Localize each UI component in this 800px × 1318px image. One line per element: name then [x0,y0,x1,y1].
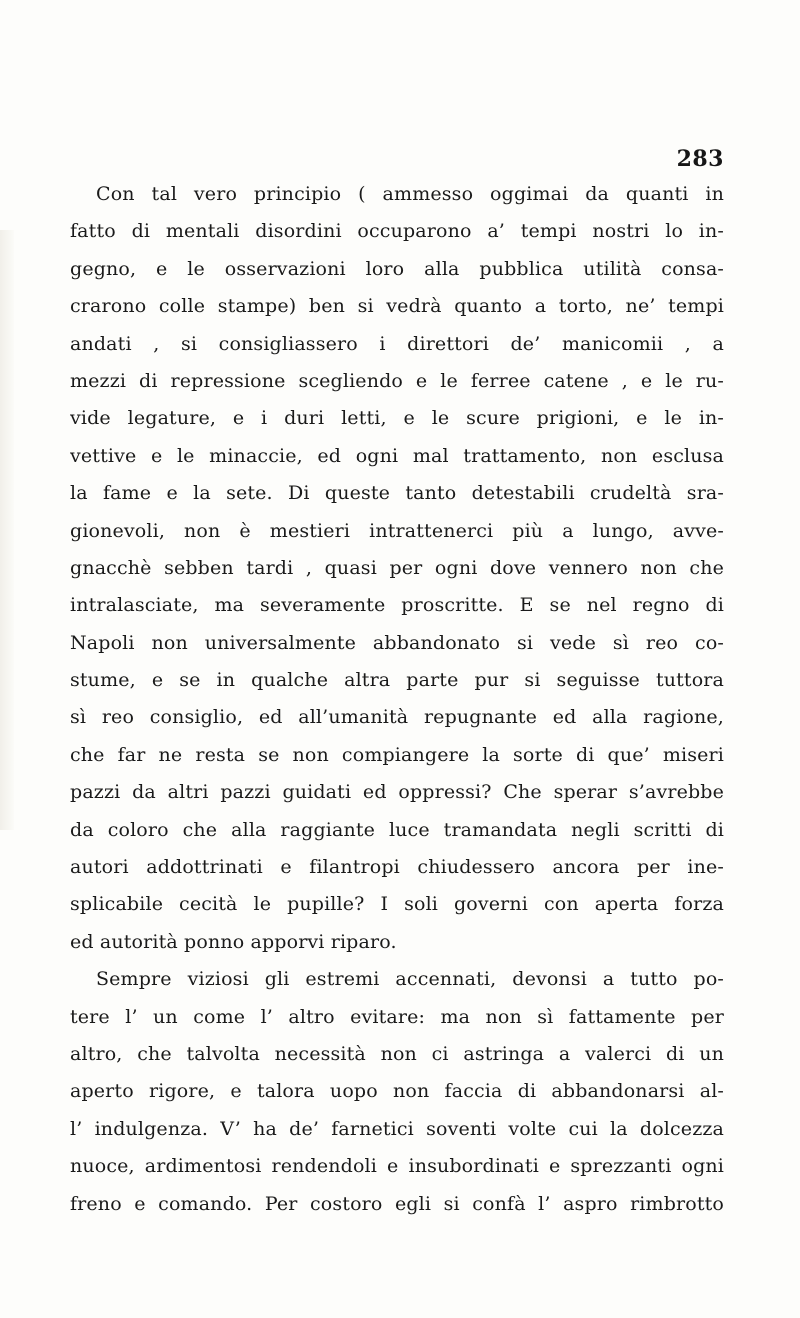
text-line: crarono colle stampe) ben si vedrà quanto a torto, ne’ tempi [70,295,724,318]
page-number: 283 [676,146,724,172]
text-line: andati , si consigliassero i direttori de’ manicomii , a [70,332,724,355]
paragraph-start-line: Sempre viziosi gli estremi accennati, devonsi a tutto po- [96,968,724,991]
text-line: nuoce, ardimentosi rendendoli e insubordinati e sprezzanti ogni [70,1155,724,1178]
text-line: mezzi di repressione scegliendo e le ferree catene , e le ru- [70,369,724,392]
text-line: intralasciate, ma severamente proscritte. E se nel regno di [70,594,724,617]
text-line: vettive e le minaccie, ed ogni mal trattamento, non esclusa [70,444,724,467]
text-line: l’ indulgenza. V’ ha de’ farnetici soventi volte cui la dolcezza [70,1117,724,1140]
text-line: che far ne resta se non compiangere la sorte di que’ miseri [70,743,724,766]
page-gutter-shadow [0,230,14,830]
text-line: pazzi da altri pazzi guidati ed oppressi? Che sperar s’avrebbe [70,781,724,804]
text-line: fatto di mentali disordini occuparono a’ tempi nostri lo in- [70,220,724,243]
text-line: aperto rigore, e talora uopo non faccia di abbandonarsi al- [70,1080,724,1103]
paragraph-end-line: ed autorità ponno apporvi riparo. [70,930,397,953]
text-line: freno e comando. Per costoro egli si confà l’ aspro rimbrotto [70,1192,724,1215]
text-line: da coloro che alla raggiante luce tramandata negli scritti di [70,818,724,841]
text-line: splicabile cecità le pupille? I soli governi con aperta forza [70,893,724,916]
text-line: vide legature, e i duri letti, e le scure prigioni, e le in- [70,407,724,430]
text-line: Con tal vero principio ( ammesso oggimai da quanti in [96,183,724,205]
text-line: tere l’ un come l’ altro evitare: ma non sì fattamente per [70,1005,724,1028]
text-line: sì reo consiglio, ed all’umanità repugnante ed alla ragione, [70,706,724,729]
text-line: la fame e la sete. Di queste tanto detestabili crudeltà sra- [70,482,724,505]
text-line: gnacchè sebben tardi , quasi per ogni dove vennero non che [70,556,724,579]
body-text [70,176,724,1223]
text-line: stume, e se in qualche altra parte pur si seguisse tuttora [70,669,724,692]
text-line: Napoli non universalmente abbandonato si vede sì reo co- [70,631,724,654]
text-line: gegno, e le osservazioni loro alla pubblica utilità consa- [70,257,724,280]
text-line: altro, che talvolta necessità non ci astringa a valerci di un [70,1042,724,1065]
text-line: autori addottrinati e filantropi chiudessero ancora per ine- [70,856,724,879]
text-line: gionevoli, non è mestieri intrattenerci più a lungo, avve- [70,519,724,542]
